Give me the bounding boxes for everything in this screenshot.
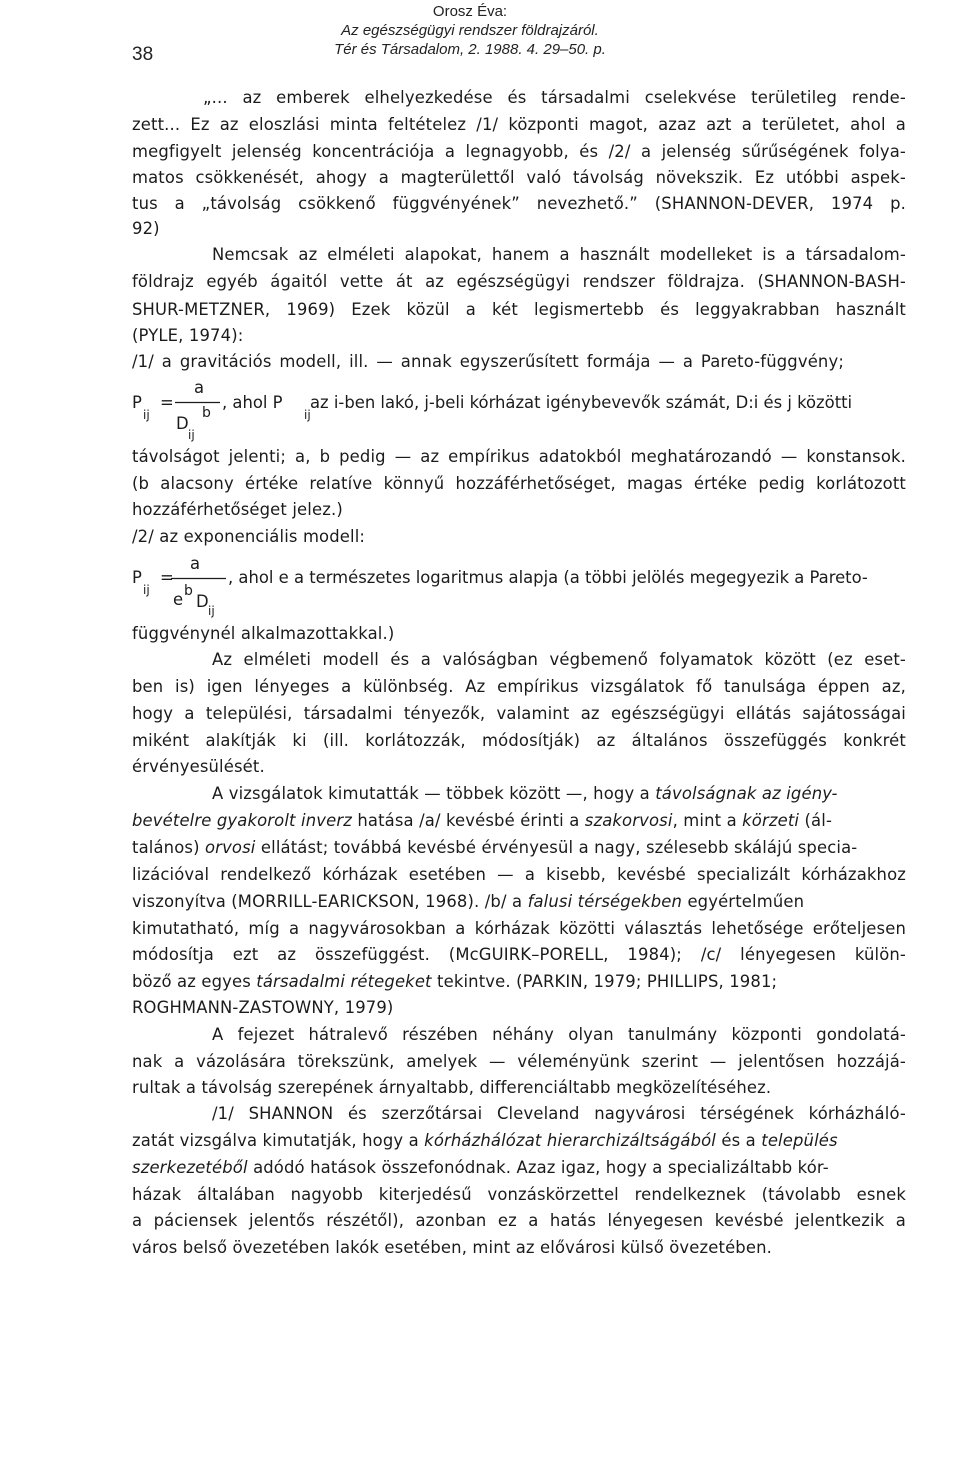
text-line: /2/ az exponenciális modell:: [132, 527, 366, 546]
text-span: , mint a: [672, 811, 737, 830]
formula-den-exp: b: [202, 405, 211, 421]
text-span: zatát vizsgálva kimutatják, hogy a: [132, 1131, 419, 1150]
text-line: ROGHMANN-ZASTOWNY, 1979): [132, 998, 394, 1017]
text-line: /1/ SHANNON és szerzőtársai Cleveland nagyvárosi térségének kórházháló-: [212, 1104, 906, 1123]
text-line: földrajz egyéb ágaitól vette át az egészségügyi rendszer földrajza. (SHANNON-BASH-: [132, 272, 906, 291]
text-line: SHUR-METZNER, 1969) Ezek közül a két legismertebb és leggyakrabban használt: [132, 300, 906, 319]
header-title: Az egészségügyi rendszer földrajzáról.: [341, 22, 599, 39]
text-line: házak általában nagyobb kiterjedésű vonzáskörzettel rendelkeznek (távolabb esnek: [132, 1185, 906, 1204]
text-line: 92): [132, 219, 160, 238]
formula-den-e: e: [173, 590, 184, 609]
text-line: lizációval rendelkező kórházak esetében — a kisebb, kevésbé specializált kórházakhoz: [132, 865, 906, 884]
text-span: hatása /a/ kevésbé érinti a: [357, 811, 580, 830]
text-line: [132, 1131, 838, 1151]
text-line: megfigyelt jelenség koncentrációja a legnagyobb, és /2/ a jelenség sűrűségének folya-: [132, 142, 906, 161]
formula-lhs: P: [132, 393, 142, 412]
emphasis: szerkezetéből: [132, 1158, 248, 1177]
formula-text: , ahol e a természetes logaritmus alapja (a többi jelölés megegyezik a Pareto-: [228, 568, 868, 587]
emphasis: szakorvosi: [584, 811, 673, 830]
text-line: hogy a települési, társadalmi tényezők, valamint az egészségügyi ellátás sajátosságai: [132, 704, 906, 723]
text-line: /1/ a gravitációs modell, ill. — annak egyszerűsített formája — a Pareto-függvény;: [132, 352, 844, 371]
formula-den-base: D: [196, 592, 209, 611]
text-line: zett... Ez az eloszlási minta feltételez /1/ központi magot, azaz azt a területet, ahol a: [132, 115, 906, 134]
text-line: érvényesülését.: [132, 757, 265, 776]
text-span: böző az egyes: [132, 972, 251, 991]
emphasis: bevételre gyakorolt inverz: [132, 811, 352, 830]
formula-numerator: a: [194, 378, 205, 397]
fraction-bar: [175, 401, 221, 404]
running-header: [300, 2, 640, 59]
text-line: A fejezet hátralevő részében néhány olyan tanulmány központi gondolatá-: [212, 1025, 906, 1044]
text-span: (ál-: [804, 811, 833, 830]
formula-den-sub: ij: [188, 428, 195, 442]
formula-lhs-sub: ij: [143, 408, 150, 422]
formula-eq: =: [160, 393, 174, 412]
formula-eq: =: [160, 568, 174, 587]
formula-den-sub: ij: [208, 604, 215, 618]
text-line: függvénynél alkalmazottakkal.): [132, 624, 395, 643]
text-line: tus a „távolság csökkenő függvényének” nevezhető.” (SHANNON-DEVER, 1974 p.: [132, 194, 906, 213]
text-line: miként alakítják ki (ill. korlátozzák, módosítják) az általános összefüggés konkrét: [132, 731, 906, 750]
text-line: [212, 784, 838, 804]
text-span: ellátást; továbbá kevésbé érvényesül a nagy, szélesebb skálájú specia-: [260, 838, 858, 857]
emphasis: távolságnak az igény-: [655, 784, 838, 803]
text-line: ben is) igen lényeges a különbség. Az empírikus vizsgálatok fő tanulsága éppen az,: [132, 677, 906, 696]
formula-lhs: P: [132, 568, 142, 587]
formula-den-base: D: [176, 414, 189, 433]
text-span: és a: [721, 1131, 756, 1150]
text-line: a páciensek jelentős részétől), azonban ez a hatás lényegesen kevésbé jelentkezik a: [132, 1211, 906, 1230]
text-span: egyértelműen: [687, 892, 805, 911]
text-line: [132, 972, 777, 992]
text-line: (b alacsony értéke relatíve könnyű hozzáférhetőséget, magas értéke pedig korlátozott: [132, 474, 906, 493]
text-span: tekintve. (PARKIN, 1979; PHILLIPS, 1981;: [437, 972, 778, 991]
text-line: (PYLE, 1974):: [132, 326, 244, 345]
text-line: [132, 838, 857, 858]
text-line: Az elméleti modell és a valóságban végbemenő folyamatok között (ez eset-: [212, 650, 906, 669]
header-author: Orosz Éva:: [432, 3, 508, 20]
text-line: módosítja ezt az összefüggést. (McGUIRK–PORELL, 1984); /c/ lényegesen külön-: [132, 945, 906, 964]
emphasis: falusi térségekben: [527, 892, 683, 911]
formula-lhs-sub: ij: [143, 583, 150, 597]
formula-den-exp: b: [184, 583, 193, 599]
text-line: Nemcsak az elméleti alapokat, hanem a használt modelleket is a társadalom-: [212, 245, 906, 264]
text-line: távolságot jelenti; a, b pedig — az empírikus adatokból meghatározandó — konstansok.: [132, 447, 906, 466]
formula-text-sub: ij: [304, 408, 311, 422]
emphasis: orvosi: [205, 838, 256, 857]
text-line: „... az emberek elhelyezkedése és társadalmi cselekvése területileg rende-: [203, 88, 906, 107]
text-span: A vizsgálatok kimutatták — többek között —, hogy a: [212, 784, 650, 803]
formula-text-a: , ahol P: [222, 393, 283, 412]
emphasis: kórházhálózat hierarchizáltságából: [424, 1131, 717, 1150]
text-line: [132, 811, 832, 831]
text-line: kimutatható, míg a nagyvárosokban a kórházak közötti választás lehetősége erőteljesen: [132, 919, 906, 938]
emphasis: társadalmi rétegeket: [256, 972, 432, 991]
text-span: adódó hatások összefonódnak. Azaz igaz, hogy a specializáltabb kór-: [253, 1158, 829, 1177]
text-span: viszonyítva (MORRILL-EARICKSON, 1968). /b/ a: [132, 892, 523, 911]
formula-numerator: a: [190, 554, 201, 573]
emphasis: település: [761, 1131, 838, 1150]
emphasis: körzeti: [742, 811, 800, 830]
text-line: hozzáférhetőséget jelez.): [132, 500, 343, 519]
text-line: város belső övezetében lakók esetében, mint az elővárosi külső övezetében.: [132, 1238, 772, 1257]
header-citation: Tér és Társadalom, 2. 1988. 4. 29–50. p.: [334, 41, 606, 58]
text-line: nak a vázolására törekszünk, amelyek — véleményünk szerint — jelentősen hozzájá-: [132, 1052, 906, 1071]
formula-text-b: az i-ben lakó, j-beli kórházat igénybevevők számát, D:i és j közötti: [310, 393, 853, 412]
page-number: 38: [132, 44, 154, 65]
text-line: rultak a távolság szerepének árnyaltabb, differenciáltabb megközelítéséhez.: [132, 1078, 772, 1097]
fraction-bar: [171, 577, 227, 580]
text-line: [132, 892, 804, 912]
text-line: matos csökkenését, ahogy a magterülettől való távolság növekszik. Ez utóbbi aspek-: [132, 168, 906, 187]
text-line: [132, 1158, 829, 1178]
text-span: talános): [132, 838, 200, 857]
